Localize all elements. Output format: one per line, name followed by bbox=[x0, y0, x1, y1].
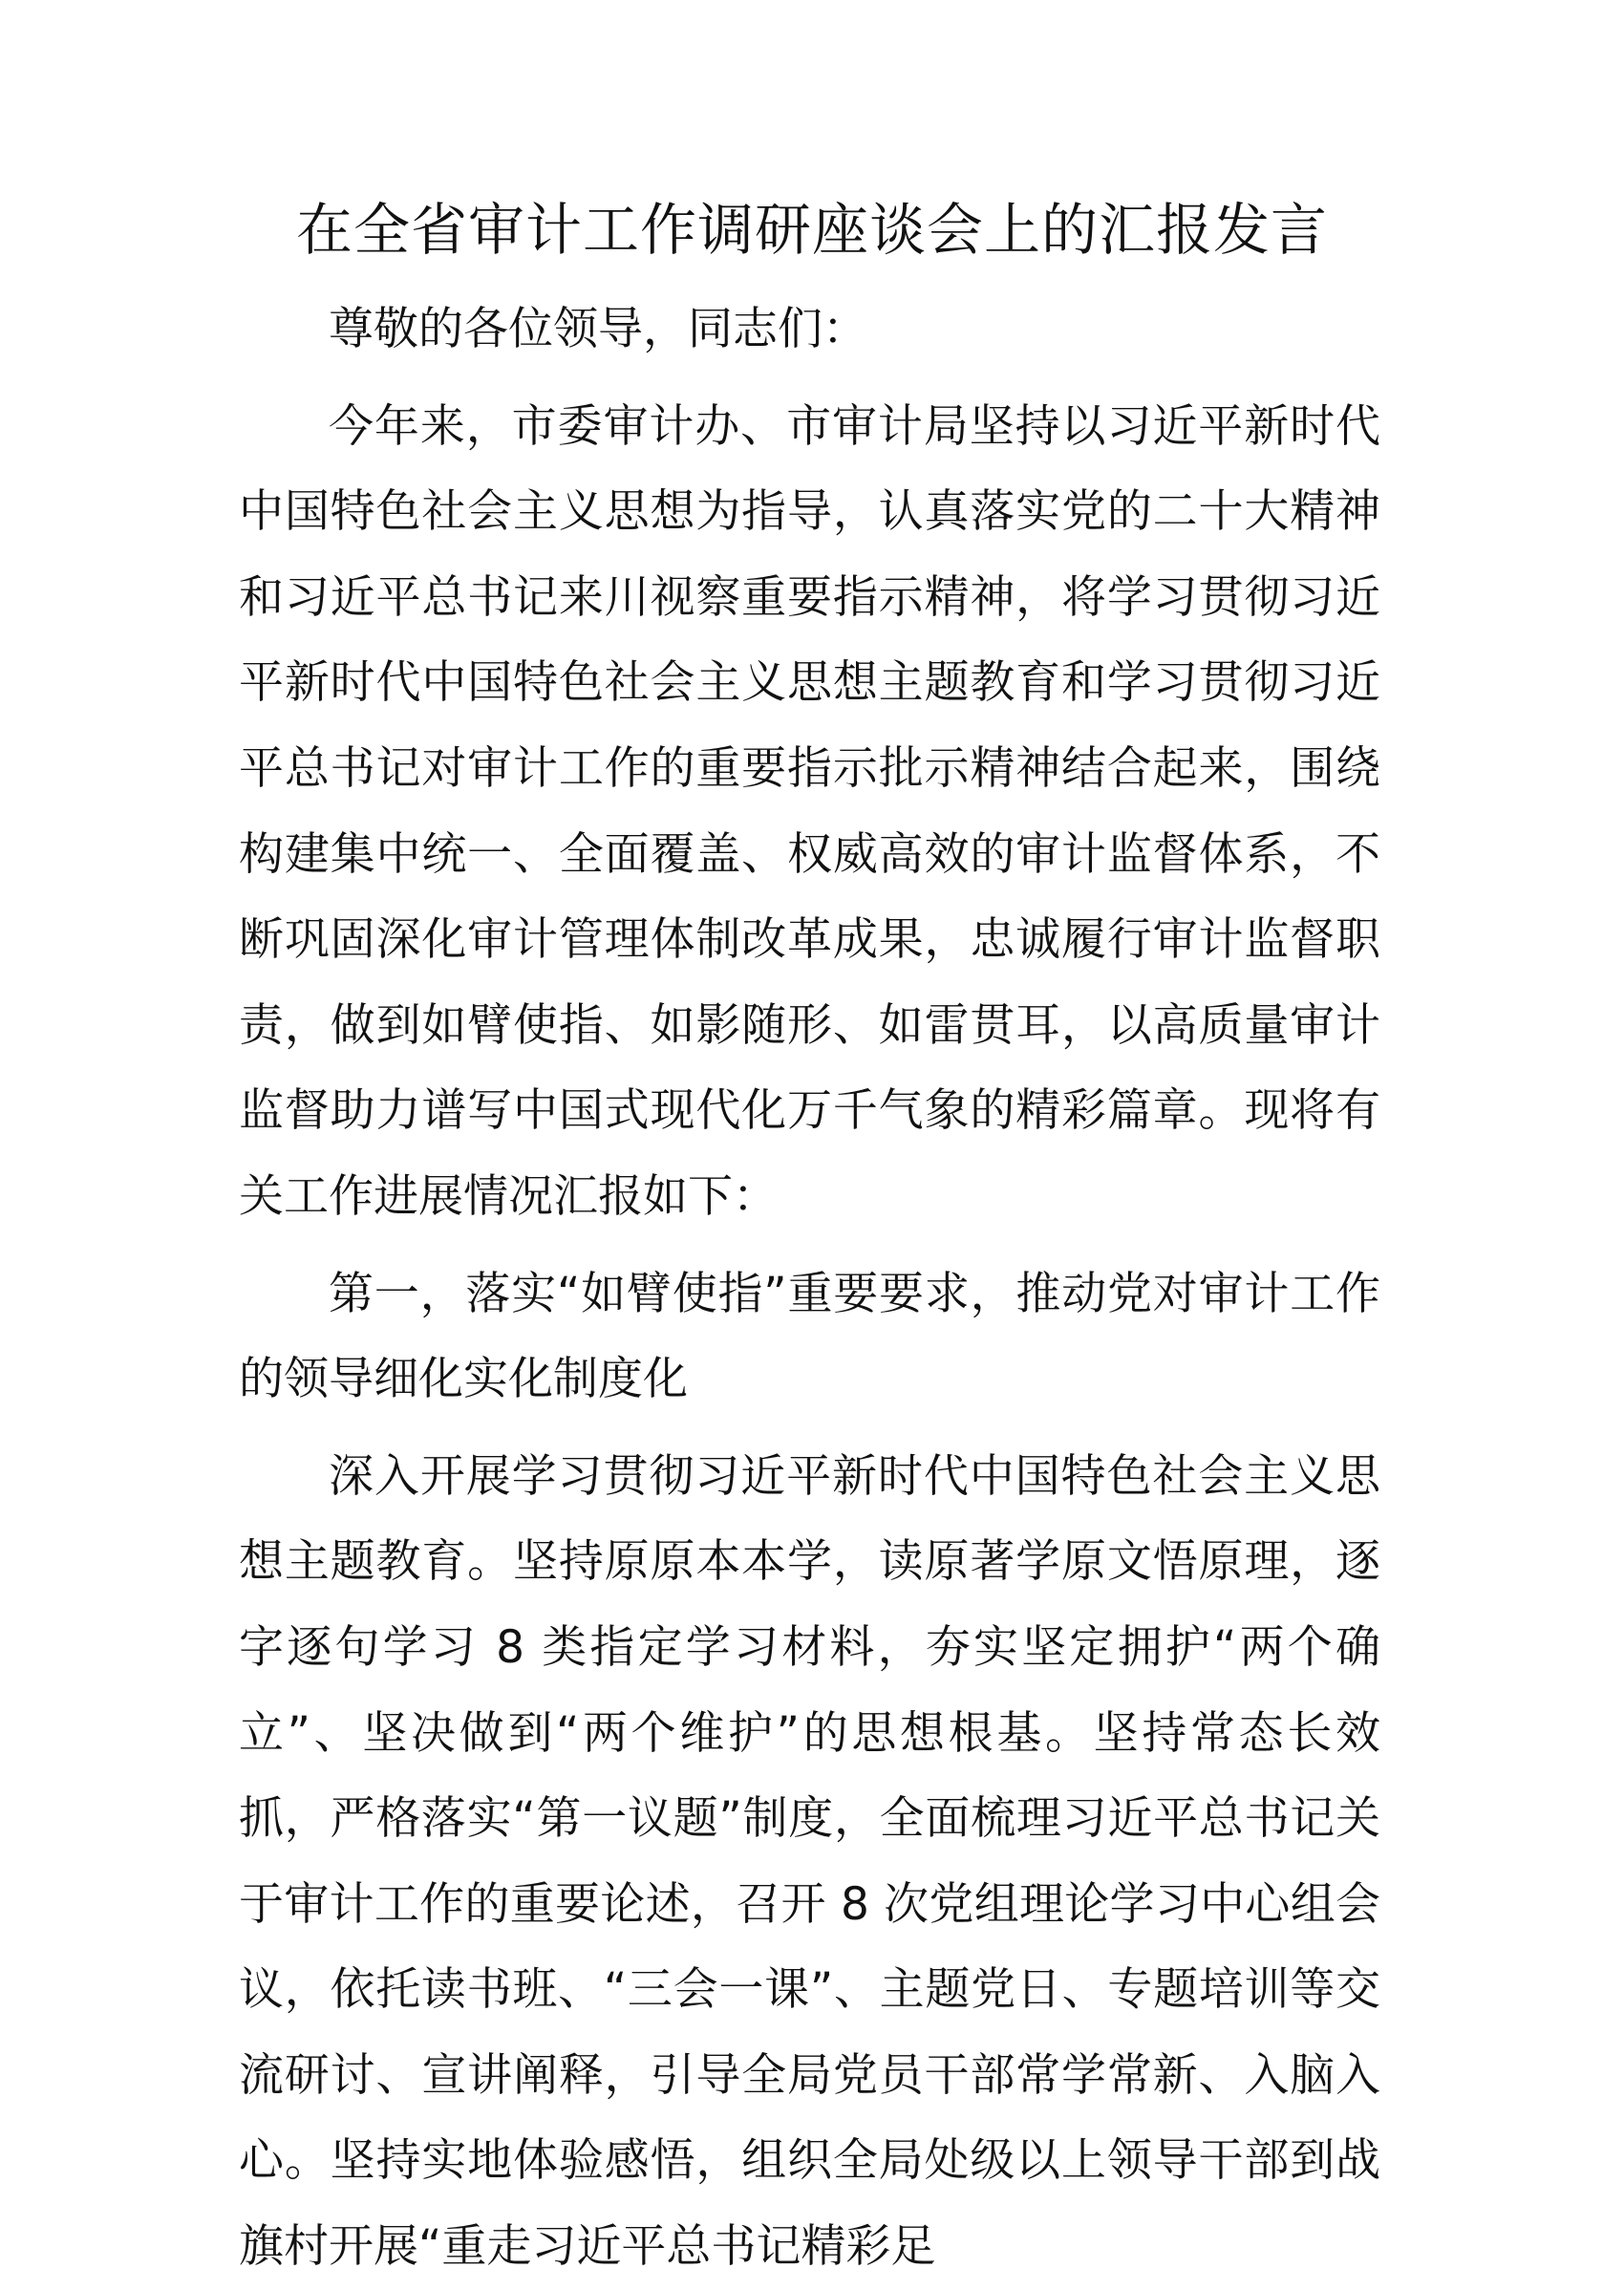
paragraph-section-1: 深入开展学习贯彻习近平新时代中国特色社会主义思想主题教育。坚持原原本本学，读原著学原文悟原理，逐字逐句学习 8 类指定学习材料，夯实坚定拥护“两个确立”、坚决做到“两个维护”的思想根基。坚持常态长效抓，严格落实“第一议题”制度，全面梳理习近平总书记关于审计工作的重要论述，召开 8 次党组理论学习中心组会议，依托读书班、“三会一课”、主题党日、专题培训等交流研讨、宣讲阐释，引导全局党员干部常学常新、入脑入心。坚持实地体验感悟，组织全局处级以上领导干部到战旗村开展“重走习近平总书记精彩足 bbox=[239, 1449, 1380, 2274]
section-heading-1: 第一，落实“如臂使指”重要要求，推动党对审计工作的领导细化实化制度化 bbox=[239, 1267, 1380, 1406]
salutation: 尊敬的各位领导，同志们： bbox=[329, 303, 867, 355]
document-title: 在全省审计工作调研座谈会上的汇报发言 bbox=[295, 197, 1328, 263]
document-body bbox=[239, 287, 1380, 2290]
paragraph-intro: 今年来，市委审计办、市审计局坚持以习近平新时代中国特色社会主义思想为指导，认真落实党的二十大精神和习近平总书记来川视察重要指示精神，将学习贯彻习近平新时代中国特色社会主义思想主题教育和学习贯彻习近平总书记对审计工作的重要指示批示精神结合起来，围绕构建集中统一、全面覆盖、权威高效的审计监督体系，不断巩固深化审计管理体制改革成果，忠诚履行审计监督职责，做到如臂使指、如影随形、如雷贯耳，以高质量审计监督助力谱写中国式现代化万千气象的精彩篇章。现将有关工作进展情况汇报如下： bbox=[239, 399, 1380, 1223]
